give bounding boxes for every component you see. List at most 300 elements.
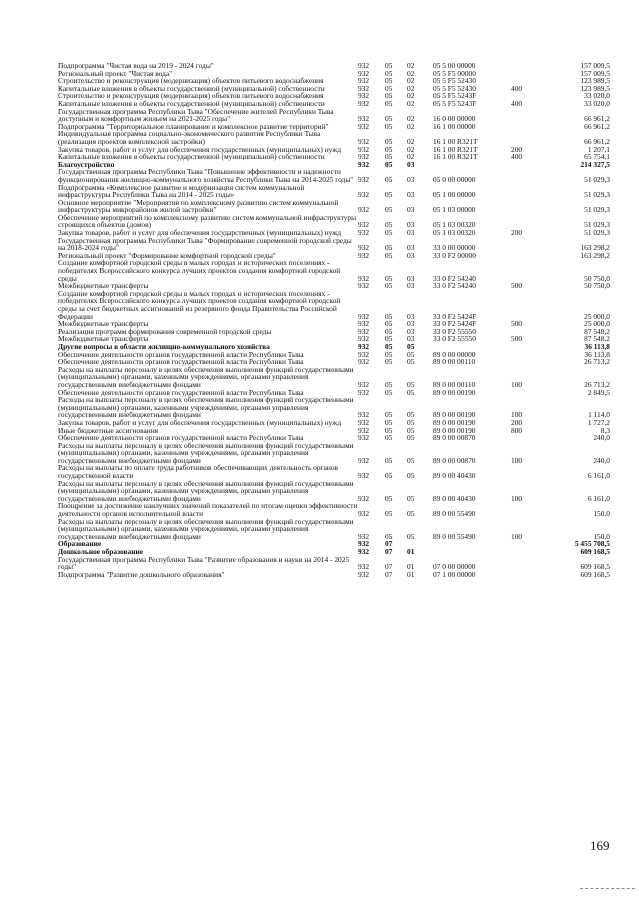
- item-name: Образование: [58, 539, 102, 549]
- subsection-code: 02: [407, 144, 415, 154]
- ministry-code: 932: [358, 174, 370, 184]
- target-article-code: 89 0 00 00190: [433, 387, 476, 397]
- ministry-code: 932: [358, 61, 370, 70]
- target-article-code: 16 1 00 R321T: [433, 136, 478, 146]
- target-article-code: 05 1 03 00320: [433, 220, 476, 230]
- amount: 2 849,5: [587, 387, 610, 397]
- ministry-code: 932: [358, 190, 370, 200]
- amount: 26 713,2: [584, 357, 610, 367]
- table-row: [58, 237, 610, 252]
- ministry-code: 932: [358, 114, 370, 124]
- expense-type-code: [511, 358, 544, 366]
- subsection-code: 03: [407, 319, 415, 329]
- expense-type-code: 100: [511, 455, 523, 465]
- ministry-code: 932: [358, 144, 370, 154]
- target-article-code: 33 0 F2 00000: [433, 250, 476, 260]
- section-code: 05: [385, 205, 393, 215]
- amount: 123 989,5: [580, 83, 610, 93]
- subsection-code: 05: [407, 349, 415, 359]
- section-code: 05: [385, 250, 393, 260]
- expense-type-code: [511, 571, 544, 579]
- section-code: 05: [385, 357, 393, 367]
- item-name: Создание комфортной городской среды в малых городах и исторических поселениях - победителях Всероссийского конкурса лучших проектов создания комфортной городской среды: [58, 258, 341, 283]
- item-name: Дошкольное образование: [58, 547, 144, 556]
- target-article-code: 05 5 F5 5243F: [433, 91, 477, 101]
- subsection-code: 02: [407, 83, 415, 93]
- page-number: 169: [590, 838, 610, 853]
- subsection-code: 05: [407, 433, 415, 443]
- item-name: Закупка товаров, работ и услуг для обеспечения государственных (муниципальных) нужд: [58, 144, 342, 154]
- target-article-code: [433, 540, 511, 548]
- subsection-code: 05: [407, 493, 415, 503]
- expense-type-code: [511, 161, 544, 169]
- subsection-code: 05: [407, 425, 415, 435]
- expense-type-code: 200: [511, 417, 523, 427]
- section-code: 05: [385, 83, 393, 93]
- section-code: 05: [385, 326, 393, 336]
- section-code: 05: [385, 98, 393, 108]
- item-name: Создание комфортной городской среды в малых городах и исторических поселениях - победителях Всероссийского конкурса лучших проектов создания комфортной городской среды за счет бюджетных ассигнований из резервного фонда Правительства Российской Федерации: [58, 288, 341, 321]
- section-code: 05: [385, 281, 393, 291]
- amount: 240,0: [593, 455, 610, 465]
- amount: 66 961,2: [584, 114, 610, 124]
- ministry-code: 932: [358, 311, 370, 321]
- target-article-code: 16 1 00 R321T: [433, 152, 478, 162]
- item-name: Межбюджетные трансферты: [58, 281, 149, 291]
- expense-type-code: [511, 199, 544, 214]
- subsection-code: 03: [407, 220, 415, 230]
- subsection-code: 03: [407, 159, 415, 169]
- item-name: Подпрограмма "Развитие дошкольного образования": [58, 569, 225, 579]
- item-name: Строительство и реконструкция (модернизация) объектов питьевого водоснабжения: [58, 76, 324, 86]
- amount: 609 168,5: [580, 562, 610, 572]
- amount: 240,0: [593, 433, 610, 443]
- section-code: 05: [385, 311, 393, 321]
- target-article-code: 07 0 00 00000: [433, 562, 476, 572]
- expense-type-code: 800: [511, 425, 523, 435]
- expense-type-code: [511, 237, 544, 252]
- subsection-code: 05: [407, 379, 415, 389]
- target-article-code: 05 5 F5 5243F: [433, 98, 477, 108]
- section-code: 05: [385, 425, 393, 435]
- item-name: Основное мероприятие "Мероприятия по комплексному развитию систем коммунальной инфраструктуры микрорайонов жилой застройки": [58, 197, 339, 215]
- table-row: [58, 480, 610, 503]
- expense-type-code: [511, 252, 544, 260]
- expense-type-code: [511, 464, 544, 479]
- section-code: 05: [385, 349, 393, 359]
- item-name: Благоустройство: [58, 159, 115, 169]
- expense-type-code: [511, 290, 544, 320]
- expense-type-code: [511, 434, 544, 442]
- ministry-code: 932: [358, 273, 370, 283]
- item-name: Поощрение за достижение наилучших значений показателей по итогам оценки эффективности деятельности органов исполнительной власти: [58, 501, 358, 519]
- budget-table: [58, 62, 610, 578]
- section-code: 05: [385, 159, 393, 169]
- expense-type-code: [511, 259, 544, 282]
- section-code: 05: [385, 114, 393, 124]
- subsection-code: 02: [407, 98, 415, 108]
- subsection-code: 03: [407, 326, 415, 336]
- amount: 6 161,0: [587, 471, 610, 481]
- table-row: [58, 290, 610, 320]
- item-name: Региональный проект "Чистая вода": [58, 68, 173, 78]
- subsection-code: 03: [407, 243, 415, 253]
- expense-type-code: 500: [511, 334, 523, 344]
- subsection-code: 05: [407, 417, 415, 427]
- item-name: Иные бюджетные ассигнования: [58, 425, 159, 435]
- expense-type-code: [511, 548, 544, 556]
- section-code: 05: [385, 144, 393, 154]
- amount: 50 750,0: [584, 273, 610, 283]
- amount: 36 113,8: [584, 349, 610, 359]
- target-article-code: 89 0 00 00190: [433, 425, 476, 435]
- section-code: 07: [385, 562, 393, 572]
- item-name: Закупка товаров, работ и услуг для обеспечения государственных (муниципальных) нужд: [58, 228, 342, 238]
- table-row: [58, 214, 610, 229]
- ministry-code: 932: [358, 493, 370, 503]
- amount: 25 000,0: [584, 311, 610, 321]
- subsection-code: 02: [407, 121, 415, 131]
- subsection-code: 03: [407, 250, 415, 260]
- ministry-code: 932: [358, 379, 370, 389]
- ministry-code: 932: [358, 455, 370, 465]
- table-row: [58, 396, 610, 419]
- expense-type-code: 100: [511, 379, 523, 389]
- ministry-code: 932: [358, 326, 370, 336]
- item-name: Межбюджетные трансферты: [58, 334, 149, 344]
- subsection-code: 03: [407, 174, 415, 184]
- item-name: Подпрограмма "Территориальное планирование и комплексное развитие территорий": [58, 121, 329, 131]
- target-article-code: 16 1 00 R321T: [433, 144, 478, 154]
- ministry-code: 932: [358, 159, 370, 169]
- section-code: 05: [385, 334, 393, 344]
- target-article-code: 89 0 00 55490: [433, 531, 476, 541]
- table-row: [58, 199, 610, 214]
- target-article-code: 05 5 F5 00000: [433, 68, 476, 78]
- amount: 33 020,0: [584, 91, 610, 101]
- item-name: Закупка товаров, работ и услуг для обеспечения государственных (муниципальных) нужд: [58, 417, 342, 427]
- expense-type-code: 400: [511, 152, 523, 162]
- expense-type-code: 100: [511, 410, 523, 420]
- expense-type-code: 200: [511, 144, 523, 154]
- subsection-code: 05: [407, 531, 415, 541]
- subsection-code: 03: [407, 205, 415, 215]
- target-article-code: 89 0 00 00870: [433, 433, 476, 443]
- target-article-code: 89 0 00 00110: [433, 357, 476, 367]
- amount: 150,0: [593, 509, 610, 519]
- subsection-code: 03: [407, 281, 415, 291]
- section-code: 05: [385, 509, 393, 519]
- section-code: 05: [385, 531, 393, 541]
- ministry-code: 932: [358, 357, 370, 367]
- subsection-code: 02: [407, 91, 415, 101]
- table-row: [58, 442, 610, 465]
- table-row: [58, 130, 610, 145]
- amount: 66 961,2: [584, 121, 610, 131]
- expense-type-code: 100: [511, 531, 523, 541]
- target-article-code: 05 1 00 00000: [433, 190, 476, 200]
- expense-type-code: [511, 389, 544, 397]
- target-article-code: 05 1 03 00000: [433, 205, 476, 215]
- expense-type-code: [511, 123, 544, 131]
- section-code: 05: [385, 243, 393, 253]
- target-article-code: 05 5 F5 52430: [433, 83, 476, 93]
- amount: 87 548,2: [584, 326, 610, 336]
- item-name: Расходы на выплаты персоналу в целях обеспечения выполнения функций государственными (муниципальными) органами, казенными учреждениями, органами управления государственными внебюджетными фондами: [58, 395, 354, 420]
- target-article-code: 05 0 00 00000: [433, 174, 476, 184]
- ministry-code: 932: [358, 136, 370, 146]
- item-name: Обеспечение деятельности органов государственной власти Республики Тыва: [58, 349, 304, 359]
- ministry-code: 932: [358, 220, 370, 230]
- ministry-code: 932: [358, 539, 370, 549]
- table-row: [58, 556, 610, 571]
- ministry-code: 932: [358, 509, 370, 519]
- ministry-code: 932: [358, 319, 370, 329]
- table-row: [58, 259, 610, 282]
- expense-type-code: [511, 351, 544, 359]
- section-code: 05: [385, 220, 393, 230]
- amount: 157 009,5: [580, 68, 610, 78]
- subsection-code: 02: [407, 114, 415, 124]
- ministry-code: 932: [358, 387, 370, 397]
- section-code: 05: [385, 76, 393, 86]
- expense-type-code: [511, 168, 544, 183]
- subsection-code: 02: [407, 76, 415, 86]
- amount: 157 009,5: [580, 61, 610, 70]
- item-name: Расходы на выплаты персоналу в целях обеспечения выполнения функций государственными (муниципальными) органами, казенными учреждениями, органами управления государственными внебюджетными фондами: [58, 440, 354, 465]
- ministry-code: 932: [358, 91, 370, 101]
- target-article-code: 89 0 00 00190: [433, 417, 476, 427]
- budget-table-body: [58, 62, 610, 578]
- target-article-code: [433, 161, 511, 169]
- item-name: Подпрограмма «Комплексное развитие и модернизация систем коммунальной инфраструктуры Республики Тыва на 2014 - 2025 годы»: [58, 182, 305, 200]
- subsection-code: 02: [407, 68, 415, 78]
- subsection-code: 03: [407, 190, 415, 200]
- ministry-code: 932: [358, 569, 370, 579]
- section-code: 05: [385, 387, 393, 397]
- subsection-code: 01: [407, 562, 415, 572]
- item-name: Государственная программа Республики Тыва "Обеспечение жителей Республики Тыва доступным и комфортным жильем на 2021-2025 годы": [58, 106, 334, 124]
- target-article-code: 05 5 F5 52430: [433, 76, 476, 86]
- item-name: Расходы на выплаты персоналу в целях обеспечения выполнения функций государственными (муниципальными) органами, казенными учреждениями, органами управления государственными внебюджетными фондами: [58, 478, 354, 503]
- ministry-code: 932: [358, 417, 370, 427]
- amount: 123 989,5: [580, 76, 610, 86]
- target-article-code: 16 1 00 00000: [433, 121, 476, 131]
- ministry-code: 932: [358, 341, 370, 351]
- ministry-code: 932: [358, 471, 370, 481]
- amount: 150,0: [593, 531, 610, 541]
- table-row: [58, 168, 610, 183]
- section-code: 05: [385, 433, 393, 443]
- ministry-code: 932: [358, 562, 370, 572]
- amount: 214 327,5: [580, 159, 610, 169]
- amount: 609 168,5: [580, 547, 610, 556]
- section-code: 05: [385, 91, 393, 101]
- target-article-code: 33 0 F2 55550: [433, 326, 476, 336]
- subsection-code: 03: [407, 334, 415, 344]
- section-code: 07: [385, 539, 393, 549]
- amount: 50 750,0: [584, 281, 610, 291]
- amount: 66 961,2: [584, 136, 610, 146]
- target-article-code: 89 0 00 40430: [433, 471, 476, 481]
- subsection-code: 03: [407, 273, 415, 283]
- item-name: Реализация программ формирования современной городской среды: [58, 326, 272, 336]
- subsection-code: 05: [407, 455, 415, 465]
- section-code: 05: [385, 417, 393, 427]
- budget-page: [58, 62, 610, 578]
- item-name: Государственная программа Республики Тыва "Формирование современной городской среды на 2018-2024 годы": [58, 235, 352, 253]
- ministry-code: 932: [358, 83, 370, 93]
- subsection-code: 05: [407, 357, 415, 367]
- target-article-code: 89 0 00 00870: [433, 455, 476, 465]
- amount: 25 000,0: [584, 319, 610, 329]
- ministry-code: 932: [358, 243, 370, 253]
- amount: 51 029,3: [584, 190, 610, 200]
- section-code: 05: [385, 174, 393, 184]
- table-row: [58, 184, 610, 199]
- item-name: Расходы на выплаты персоналу в целях обеспечения выполнения функций государственными (муниципальными) органами, казенными учреждениями, органами управления государственными внебюджетными фондами: [58, 516, 354, 541]
- section-code: 05: [385, 379, 393, 389]
- target-article-code: 89 0 00 55490: [433, 509, 476, 519]
- target-article-code: 16 0 00 00000: [433, 114, 476, 124]
- section-code: 05: [385, 493, 393, 503]
- expense-type-code: [511, 556, 544, 571]
- item-name: Строительство и реконструкция (модернизация) объектов питьевого водоснабжения: [58, 91, 324, 101]
- subsection-code: 03: [407, 228, 415, 238]
- table-row: [58, 518, 610, 541]
- subsection-code: 05: [407, 410, 415, 420]
- ministry-code: 932: [358, 121, 370, 131]
- section-code: 05: [385, 455, 393, 465]
- expense-type-code: [511, 343, 544, 351]
- item-name: Региональный проект "Формирование комфортной городской среды": [58, 250, 276, 260]
- target-article-code: 33 0 F2 54240: [433, 281, 476, 291]
- expense-type-code: [511, 108, 544, 123]
- expense-type-code: [511, 540, 544, 548]
- target-article-code: 89 0 00 00000: [433, 349, 476, 359]
- ministry-code: 932: [358, 281, 370, 291]
- amount: 51 029,3: [584, 228, 610, 238]
- amount: 36 113,8: [584, 341, 610, 351]
- expense-type-code: 100: [511, 493, 523, 503]
- ministry-code: 932: [358, 410, 370, 420]
- section-code: 05: [385, 136, 393, 146]
- table-row: [58, 464, 610, 479]
- amount: 51 029,3: [584, 174, 610, 184]
- item-name: Обеспечение деятельности органов государственной власти Республики Тыва: [58, 357, 304, 367]
- section-code: 05: [385, 152, 393, 162]
- item-name: Межбюджетные трансферты: [58, 319, 149, 329]
- subsection-code: 01: [407, 547, 415, 556]
- item-name: Капитальные вложения в объекты государственной (муниципальной) собственности: [58, 83, 325, 93]
- ministry-code: 932: [358, 547, 370, 556]
- amount: 87 548,2: [584, 334, 610, 344]
- target-article-code: 33 0 F2 54240: [433, 273, 476, 283]
- expense-type-code: 200: [511, 228, 523, 238]
- table-row: [58, 366, 610, 389]
- expense-type-code: [511, 70, 544, 78]
- item-name: Обеспечение мероприятий по комплексному развитию систем коммунальной инфраструктуры строящихся объектов (домов): [58, 212, 357, 230]
- amount: 26 713,2: [584, 379, 610, 389]
- ministry-code: 932: [358, 433, 370, 443]
- item-name: Капитальные вложения в объекты государственной (муниципальной) собственности: [58, 98, 325, 108]
- subsection-code: 01: [407, 569, 415, 579]
- amount: 6 161,0: [587, 493, 610, 503]
- ministry-code: 932: [358, 228, 370, 238]
- amount: 8,3: [600, 425, 610, 435]
- item-name: Расходы на выплаты персоналу в целях обеспечения выполнения функций государственными (муниципальными) органами, казенными учреждениями, органами управления государственными внебюджетными фондами: [58, 364, 354, 389]
- expense-type-code: 400: [511, 83, 523, 93]
- section-code: 05: [385, 471, 393, 481]
- target-article-code: 05 1 03 00320: [433, 228, 476, 238]
- subsection-code: 03: [407, 311, 415, 321]
- ministry-code: 932: [358, 425, 370, 435]
- section-code: 05: [385, 121, 393, 131]
- target-article-code: 33 0 F2 5424F: [433, 311, 477, 321]
- section-code: 05: [385, 68, 393, 78]
- ministry-code: 932: [358, 205, 370, 215]
- section-code: 05: [385, 319, 393, 329]
- target-article-code: 89 0 00 00190: [433, 410, 476, 420]
- ministry-code: 932: [358, 531, 370, 541]
- item-name: Капитальные вложения в объекты государственной (муниципальной) собственности: [58, 152, 325, 162]
- item-name: Обеспечение деятельности органов государственной власти Республики Тыва: [58, 433, 304, 443]
- expense-type-code: [511, 184, 544, 199]
- section-code: 05: [385, 61, 393, 70]
- expense-type-code: 400: [511, 98, 523, 108]
- subsection-code: 05: [407, 387, 415, 397]
- ministry-code: 932: [358, 152, 370, 162]
- subsection-code: 05: [407, 471, 415, 481]
- item-name: Государственная программа Республики Тыва "Повышение эффективности и надежности функционирования жилищно-коммунального хозяйства Республики Тыва на 2014-2025 годы": [58, 167, 354, 184]
- target-article-code: [433, 548, 511, 556]
- expense-type-code: [511, 130, 544, 145]
- target-article-code: 05 5 00 00000: [433, 61, 476, 70]
- table-row: [58, 108, 610, 123]
- target-article-code: 89 0 00 40430: [433, 493, 476, 503]
- section-code: 05: [385, 341, 393, 351]
- target-article-code: 89 0 00 00110: [433, 379, 476, 389]
- expense-type-code: 500: [511, 281, 523, 291]
- amount: 163 298,2: [580, 250, 610, 260]
- table-row: [58, 153, 610, 161]
- subsection-code: 02: [407, 61, 415, 70]
- item-name: Обеспечение деятельности органов государственной власти Республики Тыва: [58, 387, 304, 397]
- amount: 51 029,3: [584, 220, 610, 230]
- expense-type-code: [511, 214, 544, 229]
- amount: 163 298,2: [580, 243, 610, 253]
- amount: 5 455 708,5: [574, 539, 610, 549]
- amount: 1 207,1: [587, 144, 610, 154]
- target-article-code: 33 0 F2 55550: [433, 334, 476, 344]
- ministry-code: 932: [358, 349, 370, 359]
- section-code: 05: [385, 410, 393, 420]
- ministry-code: 932: [358, 250, 370, 260]
- amount: 65 754,1: [584, 152, 610, 162]
- section-code: 05: [385, 190, 393, 200]
- section-code: 07: [385, 547, 393, 556]
- amount: 1 114,0: [588, 410, 610, 420]
- target-article-code: 33 0 00 00000: [433, 243, 476, 253]
- amount: 51 029,3: [584, 205, 610, 215]
- section-code: 05: [385, 228, 393, 238]
- table-row: [58, 571, 610, 579]
- expense-type-code: [511, 502, 544, 517]
- amount: 33 020,0: [584, 98, 610, 108]
- table-row: [58, 502, 610, 517]
- target-article-code: 07 1 00 00000: [433, 569, 476, 579]
- ministry-code: 932: [358, 76, 370, 86]
